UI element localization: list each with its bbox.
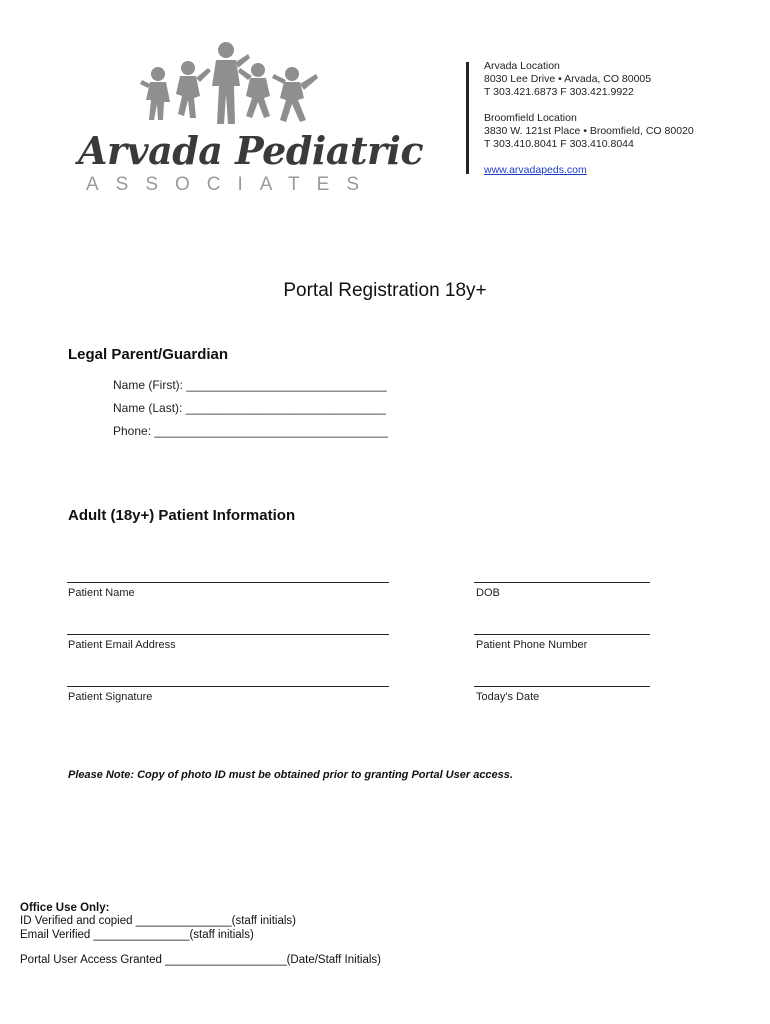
patient-signature-line[interactable] [67,686,389,687]
patient-phone-label: Patient Phone Number [476,639,588,651]
photo-id-note: Please Note: Copy of photo ID must be obtained prior to granting Portal User access. [68,769,513,781]
patient-signature-label: Patient Signature [68,691,153,703]
patient-name-label: Patient Name [68,587,135,599]
children-silhouette-logo-icon [136,40,322,128]
broomfield-address: 3830 W. 121st Place • Broomfield, CO 80020 [484,125,694,137]
office-use-heading: Office Use Only: [20,902,110,914]
broomfield-location-title: Broomfield Location [484,112,577,124]
website-link-row [484,164,587,177]
logo-tagline: ASSOCIATES [86,174,377,195]
arvada-location-title: Arvada Location [484,60,560,72]
guardian-heading: Legal Parent/Guardian [68,346,229,363]
id-verified-field[interactable]: ID Verified and copied _______________(staff initials) [20,915,296,927]
todays-date-label: Today's Date [476,691,540,703]
todays-date-line[interactable] [474,686,650,687]
email-verified-field[interactable]: Email Verified _______________(staff initials) [20,929,254,941]
patient-email-line[interactable] [67,634,389,635]
arvada-phones: T 303.421.6873 F 303.421.9922 [484,86,634,98]
patient-phone-line[interactable] [474,634,650,635]
logo-name: Arvada Pediatric [78,128,424,173]
portal-access-field[interactable]: Portal User Access Granted ___________________(Date/Staff Initials) [20,954,381,966]
dob-label: DOB [476,587,500,599]
patient-email-label: Patient Email Address [68,639,176,651]
patient-heading: Adult (18y+) Patient Information [68,507,296,524]
dob-line[interactable] [474,582,650,583]
website-link[interactable]: www.arvadapeds.com [484,164,587,176]
guardian-phone-field[interactable]: Phone: ___________________________________ [113,424,388,438]
form-title: Portal Registration 18y+ [283,280,487,301]
header-divider [466,62,469,174]
arvada-address: 8030 Lee Drive • Arvada, CO 80005 [484,73,652,85]
broomfield-phones: T 303.410.8041 F 303.410.8044 [484,138,634,150]
patient-name-line[interactable] [67,582,389,583]
guardian-last-name-field[interactable]: Name (Last): ______________________________ [113,401,386,415]
guardian-first-name-field[interactable]: Name (First): ______________________________ [113,378,387,392]
